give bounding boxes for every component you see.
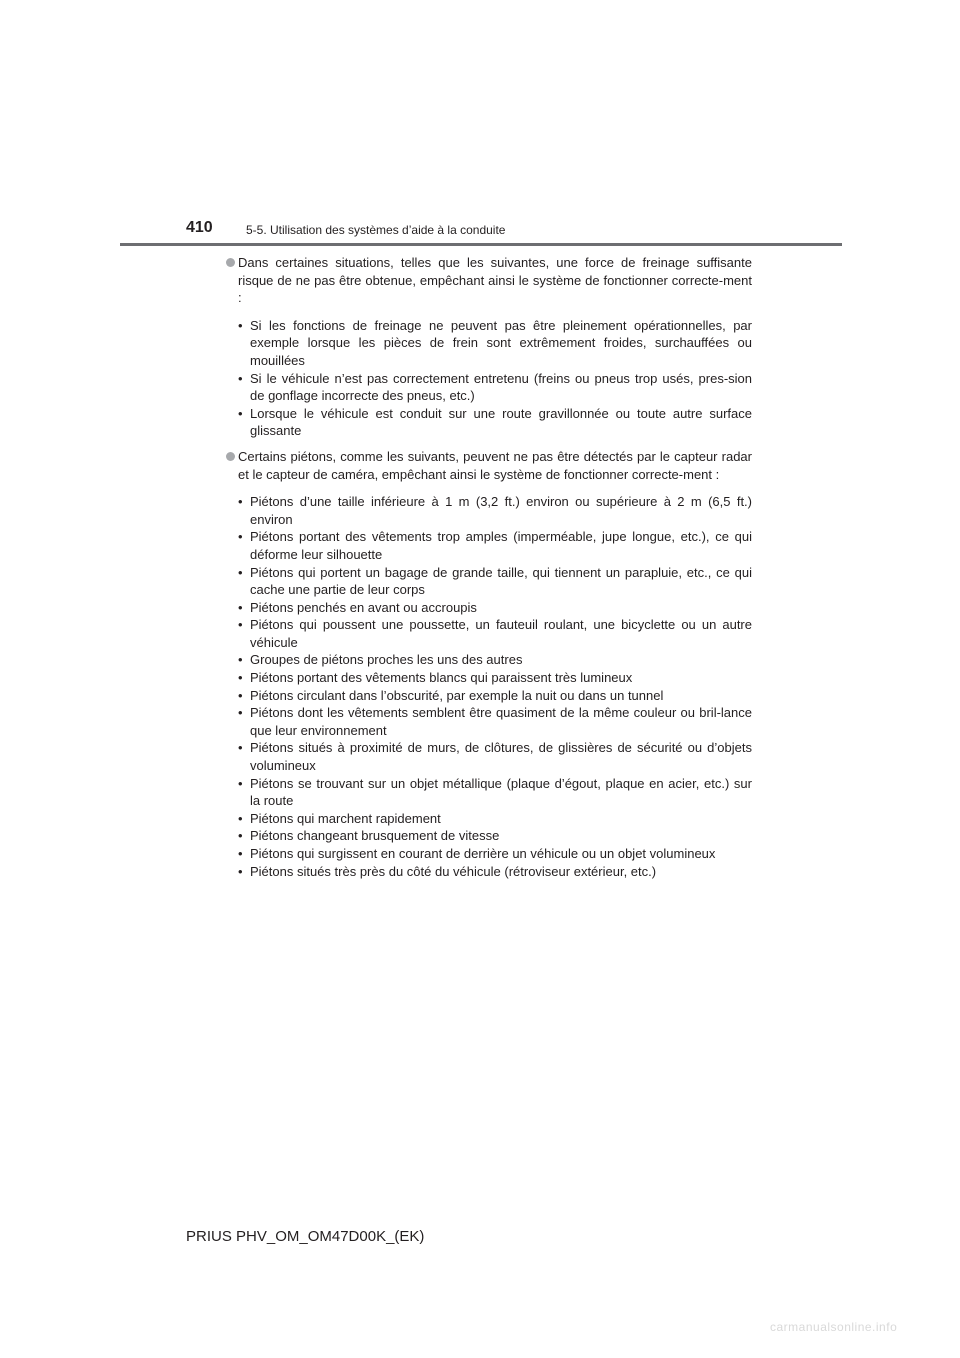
list-item: • Piétons se trouvant sur un objet métallique (plaque d’égout, plaque en acier, etc.) sur la route	[238, 775, 752, 809]
list-item: • Piétons changeant brusquement de vitesse	[238, 828, 500, 844]
list-item: • Piétons dont les vêtements semblent être quasiment de la même couleur ou bril-lance que leur environnement	[238, 705, 752, 738]
watermark: carmanualsonline.info	[770, 1320, 898, 1334]
list-item: • Groupes de piétons proches les uns des autres	[238, 652, 523, 668]
pedestrian-cases-list	[226, 493, 752, 880]
document-code: PRIUS PHV_OM_OM47D00K_(EK)	[186, 1228, 425, 1245]
bullet-dot-icon	[226, 258, 235, 267]
list-item: • Piétons penchés en avant ou accroupis	[238, 599, 477, 615]
bullet-mark-icon: •	[238, 317, 243, 333]
bullet-mark-icon: •	[238, 740, 243, 756]
bullet-braking-conditions	[226, 254, 752, 307]
page-number: 410	[186, 219, 213, 236]
list-item: • Piétons qui marchent rapidement	[238, 810, 441, 826]
bullet-pedestrian-detection	[226, 448, 752, 483]
bullet-mark-icon: •	[238, 846, 243, 861]
list-item: • Si le véhicule n’est pas correctement entretenu (freins ou pneus trop usés, pres-sion de gonflage incorrecte des pneus, etc.)	[238, 370, 752, 404]
list-item: • Si les fonctions de freinage ne peuvent pas être pleinement opérationnelles, par exemple lorsque les pièces de frein sont extrêmement froides, surchauffées ou mouillées	[238, 317, 752, 368]
bullet-mark-icon: •	[238, 599, 243, 615]
bullet-mark-icon: •	[238, 617, 243, 633]
bullet-dot-icon	[226, 452, 235, 461]
list-item: • Piétons situés à proximité de murs, de clôtures, de glissières de sécurité ou d’objets volumineux	[238, 740, 752, 774]
list-item: • Piétons qui portent un bagage de grande taille, qui tiennent un parapluie, etc., ce qui cache une partie de leur corps	[238, 564, 752, 598]
page-content	[226, 254, 752, 888]
bullet-mark-icon: •	[238, 670, 243, 686]
list-item: • Piétons d’une taille inférieure à 1 m (3,2 ft.) environ ou supérieure à 2 m (6,5 ft.) environ	[238, 494, 752, 527]
list-item: • Piétons situés très près du côté du véhicule (rétroviseur extérieur, etc.)	[238, 863, 657, 879]
bullet-mark-icon: •	[238, 494, 243, 510]
list-item: • Piétons qui surgissent en courant de derrière un véhicule ou un objet volumineux	[238, 846, 716, 861]
bullet-mark-icon: •	[238, 810, 243, 826]
bullet-mark-icon: •	[238, 705, 243, 721]
section-title: 5-5. Utilisation des systèmes d’aide à la conduite	[246, 223, 506, 237]
bullet-paragraph: Certains piétons, comme les suivants, peuvent ne pas être détectés par le capteur radar et le capteur de caméra, empêchant ainsi le système de fonctionner correcte-ment :	[238, 448, 752, 482]
bullet-mark-icon: •	[238, 775, 243, 791]
bullet-mark-icon: •	[238, 564, 243, 580]
bullet-mark-icon: •	[238, 529, 243, 545]
bullet-paragraph: Dans certaines situations, telles que les suivantes, une force de freinage suffisante risque de ne pas être obtenue, empêchant ainsi le système de fonctionner correcte-ment :	[238, 255, 752, 306]
list-item: • Piétons circulant dans l’obscurité, par exemple la nuit ou dans un tunnel	[238, 687, 664, 703]
braking-conditions-list	[226, 317, 752, 440]
header-divider	[120, 243, 842, 246]
list-item: • Piétons portant des vêtements blancs qui paraissent très lumineux	[238, 670, 633, 686]
list-item: • Lorsque le véhicule est conduit sur une route gravillonnée ou toute autre surface glissante	[238, 405, 752, 439]
bullet-mark-icon: •	[238, 687, 243, 703]
bullet-mark-icon: •	[238, 652, 243, 668]
bullet-mark-icon: •	[238, 828, 243, 844]
list-item: • Piétons qui poussent une poussette, un fauteuil roulant, une bicyclette ou un autre véhicule	[238, 617, 752, 650]
list-item: • Piétons portant des vêtements trop amples (imperméable, jupe longue, etc.), ce qui déforme leur silhouette	[238, 529, 752, 562]
bullet-mark-icon: •	[238, 405, 243, 421]
bullet-mark-icon: •	[238, 370, 243, 386]
bullet-mark-icon: •	[238, 863, 243, 879]
